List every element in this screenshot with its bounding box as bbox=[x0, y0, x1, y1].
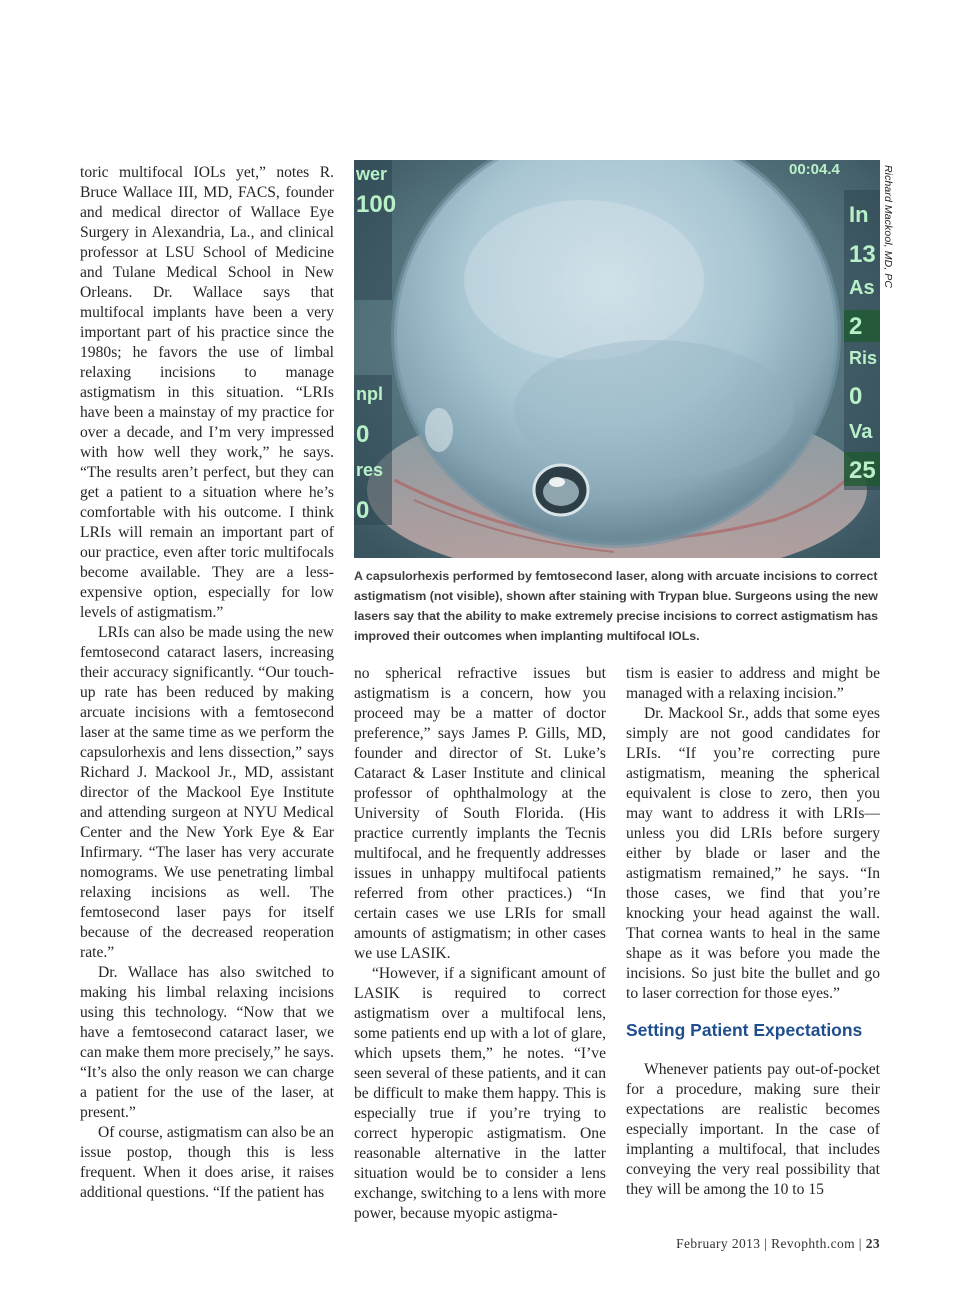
page-footer bbox=[676, 1236, 880, 1252]
footer-date: February 2013 bbox=[676, 1236, 761, 1251]
paragraph: Of course, astigmatism can also be an issue postop, though this is less frequent. When it does arise, it raises additional questions. “If the patient has bbox=[80, 1124, 335, 1201]
overlay-value: 2 bbox=[849, 313, 863, 340]
paragraph: LRIs can also be made using the new femtosecond cataract lasers, increasing their accuracy significantly. “Our touch-up rate has been reduced by making arcuate incisions with a femtosecond laser at the same time as we perform the capsulorhexis and lens dissection,” says Richard J. Mackool Jr., MD, assistant director of the Mackool Eye Institute and attending surgeon at NYU Medical Center and the New York Eye & Ear Infirmary. “The laser has very accurate nomograms. We use penetrating limbal relaxing incisions as well. The femtosecond laser pays for itself because of the decreased reoperation rate.” bbox=[80, 624, 334, 961]
overlay-value: 0 bbox=[356, 421, 370, 448]
eye-image bbox=[354, 160, 880, 558]
paragraph: toric multifocal IOLs yet,” notes R. Bruce Wallace III, MD, FACS, founder and medical director of Wallace Eye Surgery in Alexandria, La., and clinical professor at LSU School of Medicine and Tulane Medical School in New Orleans. Dr. Wallace says that multifocal implants have been a very important part of his practice since the 1980s; he favors the use of limbal relaxing incisions to manage astigmatism in this situation. “LRIs have been a mainstay of my practice for over a decade, and I’m very impressed with how well they work,” he says. “The results aren’t perfect, but they can get a patient to a situation where he’s comfortable with his outcome. I think LRIs will remain an important part of our practice, even after toric multifocals become available. They are a less-expensive option, especially for low levels of astigmatism.” bbox=[80, 164, 334, 621]
overlay-timer: 00:04.4 bbox=[789, 161, 840, 178]
overlay-label: wer bbox=[356, 164, 388, 184]
paragraph: Whenever patients pay out-of-pocket for a procedure, making sure their expectations are realistic becomes especially important. In the case of implanting a multifocal, that includes conveying the very real possibility that they will be among the 10 to 15 bbox=[626, 1061, 880, 1198]
overlay-label: Va bbox=[849, 421, 873, 443]
paragraph: tism is easier to address and might be managed with a relaxing incision.” bbox=[626, 665, 880, 702]
overlay-label: In bbox=[849, 202, 869, 227]
overlay-value: 25 bbox=[849, 457, 876, 484]
paragraph: Dr. Wallace has also switched to making his limbal relaxing incisions using this technology. “Now that we have a femtosecond cataract laser, we can make them more precisely,” he says. “It’s also the only reason we can charge a patient for the use of the laser, at present.” bbox=[80, 964, 334, 1121]
surgical-eye-photo bbox=[354, 160, 880, 558]
page-number: 23 bbox=[865, 1236, 880, 1251]
overlay-label: Ris bbox=[849, 348, 878, 368]
footer-separator: | bbox=[764, 1236, 768, 1251]
paragraph: Dr. Mackool Sr., adds that some eyes simply are not good candidates for LRIs. “If you’re correcting pure astigmatism, meaning the spherical equivalent is close to zero, then you may want to address it with LRIs—unless you did LRIs before surgery either by blade or laser and the astigmatism remained,” he says. “In those cases, we find that you’re knocking your head against the wall. That cornea wants to heal in the same shape as it was before you made the incisions. So just bite the bullet and go to laser correction for those eyes.” bbox=[626, 705, 880, 1002]
photo-credit: Richard Mackool, MD, PC bbox=[882, 165, 894, 289]
article-column-1 bbox=[80, 163, 334, 1203]
article-column-3 bbox=[626, 664, 880, 1200]
figure-caption: A capsulorhexis performed by femtosecond laser, along with arcuate incisions to correct astigmatism (not visible), shown after staining with Trypan blue. Surgeons using the new lasers say that the ability to make extremely precise incisions to correct astigmatism has improved their outcomes when implanting multifocal IOLs. bbox=[354, 569, 879, 643]
overlay-label: As bbox=[849, 277, 875, 299]
paragraph: “However, if a significant amount of LASIK is required to correct astigmatism over a multifocal lens, some patients end up with a lot of glare, which upsets them,” he notes. “I’ve seen several of these patients, and it can be difficult to make them happy. This is especially true if you’re trying to correct hyperopic astigmatism. One reasonable alternative in the latter situation would be to consider a lens exchange, switching to a lens with more power, because myopic astigma- bbox=[354, 965, 606, 1222]
footer-separator: | bbox=[858, 1236, 862, 1251]
overlay-label: npl bbox=[356, 384, 383, 404]
overlay-value: 0 bbox=[356, 497, 370, 524]
overlay-value: 100 bbox=[356, 191, 397, 218]
overlay-value: 0 bbox=[849, 383, 863, 410]
section-heading: Setting Patient Expectations bbox=[626, 1020, 863, 1040]
article-column-2 bbox=[354, 664, 606, 1224]
overlay-value: 13 bbox=[849, 241, 876, 268]
paragraph: no spherical refractive issues but astigmatism is a concern, how you proceed may be a matter of doctor preference,” says James P. Gills, MD, founder and director of St. Luke’s Cataract & Laser Institute and clinical professor of ophthalmology at the University of South Florida. (His practice currently implants the Tecnis multifocal, and he frequently addresses issues in unhappy multifocal patients referred from other practices.) “In certain cases we use LRIs for small amounts of astigmatism; in other cases we use LASIK. bbox=[354, 665, 606, 962]
footer-site: Revophth.com bbox=[771, 1236, 856, 1251]
overlay-label: res bbox=[356, 460, 384, 480]
